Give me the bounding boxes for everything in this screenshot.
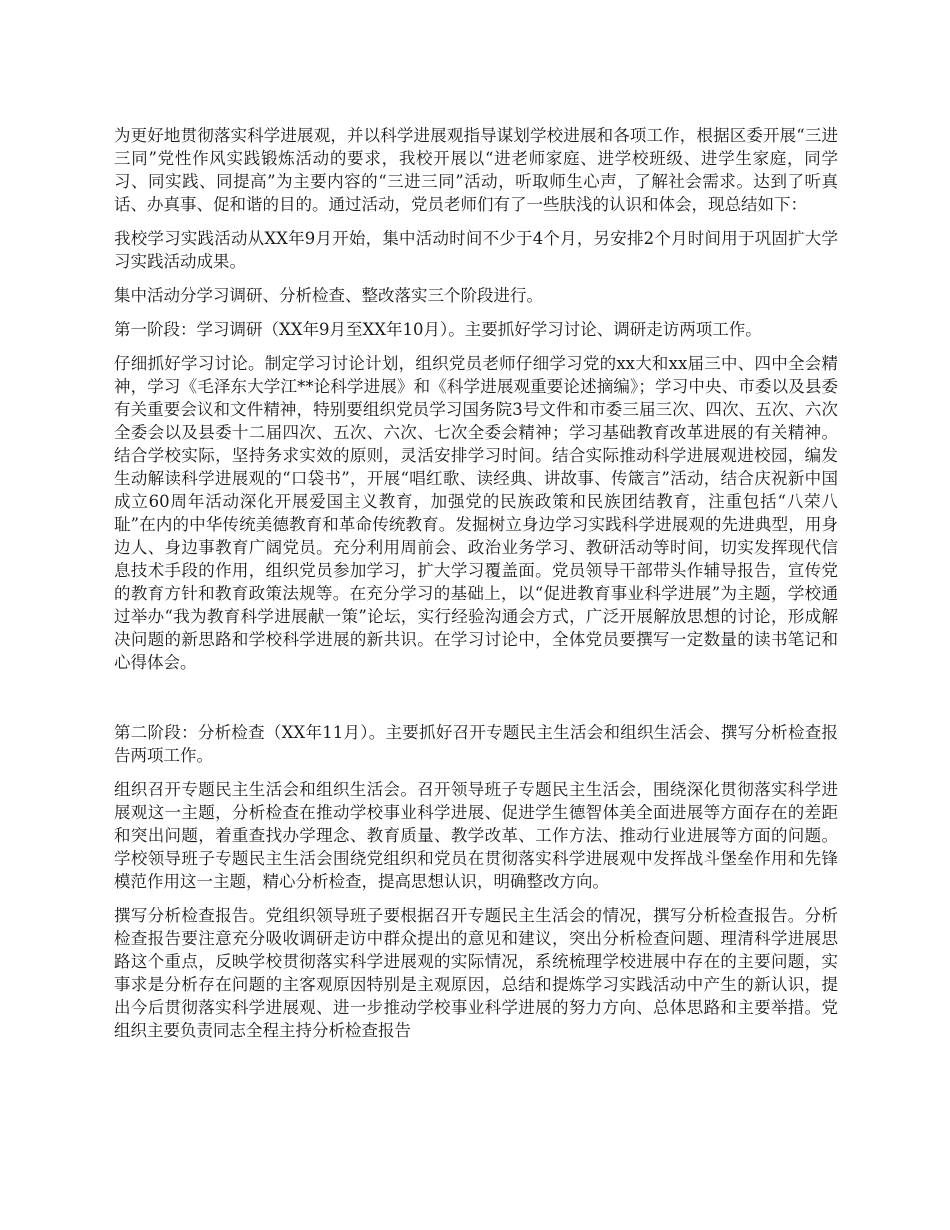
intro-paragraph: 为更好地贯彻落实科学进展观，并以科学进展观指导谋划学校进展和各项工作，根据区委开展“三进三同”党性作风实践锻炼活动的要求，我校开展以“进老师家庭、进学校班级、进学生家庭，同学习、同实践、同提高”为主要内容的“三进三同”活动，听取师生心声，了解社会需求。达到了听真话、办真事、促和谐的目的。通过活动，党员老师们有了一些肤浅的认识和体会，现总结如下： [114, 126, 838, 214]
analysis-report-paragraph: 撰写分析检查报告。党组织领导班子要根据召开专题民主生活会的情况，撰写分析检查报告。分析检查报告要注意充分吸收调研走访中群众提出的意见和建议，突出分析检查问题、理清科学进展思路这个重点，反映学校贯彻落实科学进展观的实际情况，系统梳理学校进展中存在的主要问题，实事求是分析存在问题的主客观原因特别是主观原因，总结和提炼学习实践活动中产生的新认识，提出今后贯彻落实科学进展观、进一步推动学校事业科学进展的努力方向、总体思路和主要举措。党组织主要负责同志全程主持分析检查报告 [114, 906, 838, 1040]
section-gap [114, 685, 838, 721]
document-body [114, 124, 838, 1053]
schedule-paragraph: 我校学习实践活动从XX年9月开始，集中活动时间不少于4个月，另安排2个月时间用于巩固扩大学习实践活动成果。 [114, 229, 838, 271]
democratic-meeting-paragraph: 组织召开专题民主生活会和组织生活会。召开领导班子专题民主生活会，围绕深化贯彻落实科学进展观这一主题，分析检查在推动学校事业科学进展、促进学生德智体美全面进展等方面存在的差距和突出问题，着重查找办学理念、教育质量、教学改革、工作方法、推动行业进展等方面的问题。学校领导班子专题民主生活会围绕党组织和党员在贯彻落实科学进展观中发挥战斗堡垒作用和先锋模范作用这一主题，精心分析检查，提高思想认识，明确整改方向。 [114, 780, 838, 891]
stage-two-heading: 第二阶段：分析检查（XX年11月）。主要抓好召开专题民主生活会和组织生活会、撰写分析检查报告两项工作。 [114, 723, 838, 765]
study-discussion-paragraph: 仔细抓好学习讨论。制定学习讨论计划，组织党员老师仔细学习党的xx大和xx届三中、四中全会精神，学习《毛泽东大学江**论科学进展》和《科学进展观重要论述摘编》；学习中央、市委以及县委有关重要会议和文件精神，特别要组织党员学习国务院3号文件和市委三届三次、四次、五次、六次全委会以及县委十二届四次、五次、六次、七次全委会精神；学习基础教育改革进展的有关精神。结合学校实际，坚持务求实效的原则，灵活安排学习时间。结合实际推动科学进展观进校园，编发生动解读科学进展观的“口袋书”，开展“唱红歌、读经典、讲故事、传箴言”活动，结合庆祝新中国成立60周年活动深化开展爱国主义教育，加强党的民族政策和民族团结教育，注重包括“八荣八耻”在内的中华传统美德教育和革命传统教育。发掘树立身边学习实践科学进展观的先进典型，用身边人、身边事教育广阔党员。充分利用周前会、政治业务学习、教研活动等时间，切实发挥现代信息技术手段的作用，组织党员参加学习，扩大学习覆盖面。党员领导干部带头作辅导报告，宣传党的教育方针和教育政策法规等。在充分学习的基础上，以“促进教育事业科学进展”为主题，学校通过举办“我为教育科学进展献一策”论坛，实行经验沟通会方式，广泛开展解放思想的讨论，形成解决问题的新思路和学校科学进展的新共识。在学习讨论中，全体党员要撰写一定数量的读书笔记和心得体会。 [114, 354, 838, 672]
stages-paragraph: 集中活动分学习调研、分析检查、整改落实三个阶段进行。 [114, 286, 543, 305]
stage-one-heading: 第一阶段：学习调研（XX年9月至XX年10月）。主要抓好学习讨论、调研走访两项工作。 [114, 320, 762, 339]
